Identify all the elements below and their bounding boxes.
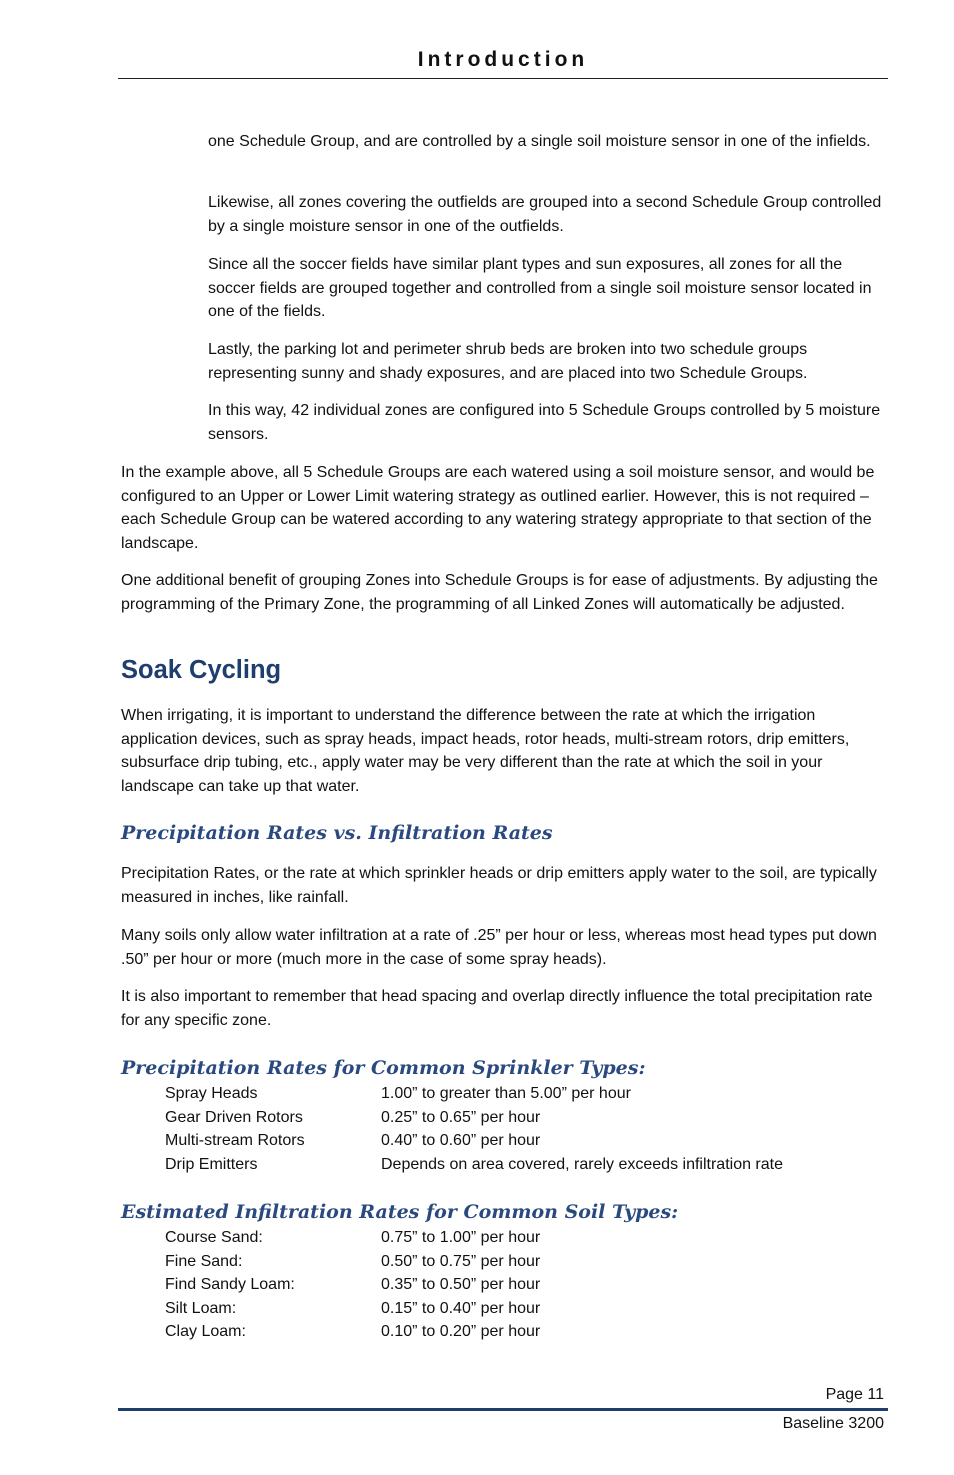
table-row	[165, 1082, 865, 1106]
paragraph: Precipitation Rates, or the rate at which sprinkler heads or drip emitters apply water to the soil, are typically measured in inches, like rainfall.	[121, 865, 877, 906]
soil-type: Fine Sand:	[165, 1252, 243, 1270]
paragraph: In this way, 42 individual zones are configured into 5 Schedule Groups controlled by 5 moisture sensors.	[208, 402, 881, 443]
table-row	[165, 1106, 865, 1130]
sprinkler-type: Spray Heads	[165, 1085, 258, 1102]
paragraph: It is also important to remember that head spacing and overlap directly influence the total precipitation rate for any specific zone.	[121, 988, 873, 1029]
sprinkler-rates-table	[165, 1082, 865, 1176]
subsection-heading-precip-vs-infil: Precipitation Rates vs. Infiltration Rates	[121, 822, 553, 844]
infiltration-rate: 0.50” to 0.75” per hour	[381, 1252, 541, 1270]
table-row	[165, 1153, 865, 1177]
footer-divider	[118, 1408, 888, 1411]
subsection-heading-soil-rates: Estimated Infiltration Rates for Common Soil Types:	[121, 1201, 679, 1223]
soil-rates-table	[165, 1226, 865, 1344]
paragraph: one Schedule Group, and are controlled by a single soil moisture sensor in one of the infields.	[208, 133, 871, 150]
header-divider	[118, 78, 888, 79]
paragraph: When irrigating, it is important to understand the difference between the rate at which the irrigation application devices, such as spray heads, impact heads, rotor heads, multi-stream rotors, drip emitters, subsurface drip tubing, etc., apply water may be very different than the rate at which the soil in your landscape can take up that water.	[121, 707, 850, 795]
soil-type: Clay Loam:	[165, 1323, 246, 1340]
section-heading-soak-cycling: Soak Cycling	[121, 656, 282, 684]
sprinkler-type: Multi-stream Rotors	[165, 1132, 305, 1149]
paragraph: In the example above, all 5 Schedule Groups are each watered using a soil moisture sensor, and would be configured to an Upper or Lower Limit watering strategy as outlined earlier. However, this is not required – each Schedule Group can be watered according to any watering strategy appropriate to that section of the landscape.	[121, 464, 875, 552]
precipitation-rate: Depends on area covered, rarely exceeds infiltration rate	[381, 1155, 783, 1173]
paragraph: One additional benefit of grouping Zones into Schedule Groups is for ease of adjustments. By adjusting the programming of the Primary Zone, the programming of all Linked Zones will automatically be adjusted.	[121, 572, 878, 613]
footer-product-name: Baseline 3200	[782, 1415, 884, 1432]
paragraph: Many soils only allow water infiltration at a rate of .25” per hour or less, whereas most head types put down .50” per hour or more (much more in the case of some spray heads).	[121, 927, 877, 968]
soil-type: Find Sandy Loam:	[165, 1276, 295, 1293]
table-row	[165, 1297, 865, 1321]
soil-type: Course Sand:	[165, 1229, 263, 1246]
infiltration-rate: 0.10” to 0.20” per hour	[381, 1323, 541, 1340]
precipitation-rate: 1.00” to greater than 5.00” per hour	[381, 1085, 631, 1102]
table-row	[165, 1320, 865, 1344]
precipitation-rate: 0.40” to 0.60” per hour	[381, 1132, 541, 1149]
table-row	[165, 1129, 865, 1153]
page-number: Page 11	[825, 1386, 884, 1403]
infiltration-rate: 0.15” to 0.40” per hour	[381, 1299, 541, 1317]
sprinkler-type: Drip Emitters	[165, 1155, 258, 1173]
soil-type: Silt Loam:	[165, 1299, 237, 1317]
infiltration-rate: 0.75” to 1.00” per hour	[381, 1229, 541, 1246]
table-row	[165, 1226, 865, 1250]
paragraph: Likewise, all zones covering the outfields are grouped into a second Schedule Group controlled by a single moisture sensor in one of the outfields.	[208, 194, 882, 235]
precipitation-rate: 0.25” to 0.65” per hour	[381, 1108, 541, 1126]
page-header-title: Introduction	[417, 48, 589, 71]
paragraph: Since all the soccer fields have similar plant types and sun exposures, all zones for all the soccer fields are grouped together and controlled from a single soil moisture sensor located in one of the fields.	[208, 256, 872, 320]
table-row	[165, 1273, 865, 1297]
infiltration-rate: 0.35” to 0.50” per hour	[381, 1276, 541, 1293]
sprinkler-type: Gear Driven Rotors	[165, 1108, 303, 1126]
subsection-heading-sprinkler-rates: Precipitation Rates for Common Sprinkler Types:	[121, 1057, 646, 1079]
paragraph: Lastly, the parking lot and perimeter shrub beds are broken into two schedule groups representing sunny and shady exposures, and are placed into two Schedule Groups.	[208, 341, 808, 382]
table-row	[165, 1250, 865, 1274]
